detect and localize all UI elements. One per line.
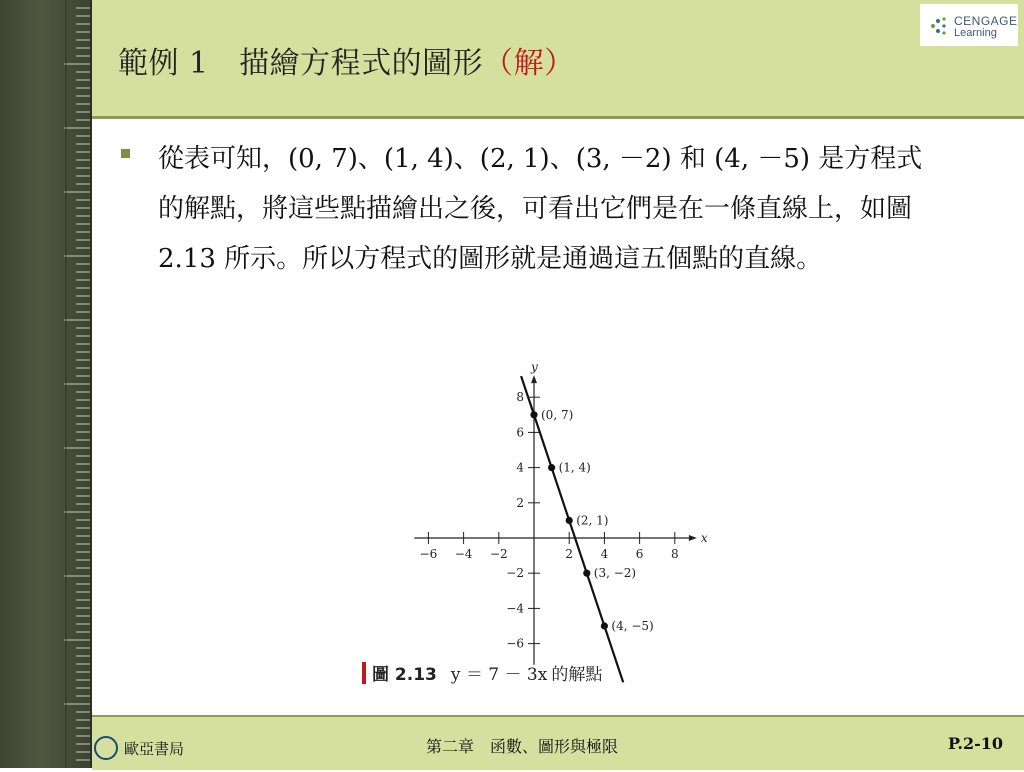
ruler-ticks	[0, 0, 90, 768]
data-point-label: (1, 4)	[558, 460, 591, 475]
x-tick-label: 6	[635, 547, 644, 561]
y-tick-label: 6	[516, 425, 524, 440]
x-tick-label: 8	[670, 547, 679, 561]
chapter-title: 第二章 函數、圖形與極限	[426, 737, 619, 756]
data-point-label: (4, −5)	[611, 619, 654, 633]
x-tick-label: 2	[565, 547, 574, 561]
logo-line1: CENGAGE	[954, 14, 1018, 28]
caption-bar	[362, 662, 366, 684]
solution-points-chart	[366, 328, 706, 688]
x-axis-arrow	[689, 535, 697, 541]
data-point-label: (0, 7)	[541, 407, 574, 422]
y-tick-label: 4	[516, 460, 524, 475]
caption-tail: 的解點	[551, 665, 603, 685]
y-tick-label: 2	[516, 495, 524, 510]
data-point	[530, 411, 537, 418]
slide-title	[118, 38, 575, 82]
x-tick-label: −6	[419, 547, 438, 561]
y-tick-label: −4	[506, 601, 524, 616]
x-tick-label: 4	[600, 547, 609, 561]
cengage-logo	[920, 4, 1018, 46]
title-solution: （解）	[483, 46, 575, 81]
left-ruler-decoration	[0, 0, 92, 768]
x-tick-label: −4	[454, 547, 473, 561]
x-axis-label: x	[700, 531, 708, 545]
data-point	[548, 464, 555, 471]
publisher-name: 歐亞書局	[124, 740, 185, 758]
publisher-logo-icon	[94, 736, 118, 760]
body-paragraph: 從表可知，(0, 7)、(1, 4)、(2, 1)、(3, －2) 和 (4, －5) 是方程式的解點，將這些點描繪出之後，可看出它們是在一條直線上，如圖 2.13 所示。所以方程式的圖形就是通過這五個點的直線。	[158, 144, 923, 274]
y-tick-label: −2	[506, 566, 524, 581]
y-axis-arrow	[531, 375, 537, 383]
page-number: P.2-10	[948, 734, 1003, 753]
data-point	[566, 517, 573, 524]
data-point-label: (2, 1)	[576, 513, 609, 528]
y-axis-label: y	[531, 360, 538, 375]
solution-line	[521, 376, 623, 682]
y-tick-label: 8	[516, 390, 524, 405]
title-text: 範例 1 描繪方程式的圖形	[118, 46, 484, 81]
caption-equation: y ＝ 7 － 3x	[450, 665, 548, 685]
figure-caption	[362, 660, 602, 688]
bullet-marker	[121, 149, 130, 158]
cengage-dots-icon	[929, 15, 951, 37]
data-point-label: (3, −2)	[593, 566, 637, 581]
caption-label: 圖 2.13	[372, 665, 437, 685]
logo-line2: Learning	[954, 27, 997, 39]
data-point	[601, 622, 608, 629]
x-tick-label: −2	[489, 547, 508, 561]
data-point	[583, 570, 590, 577]
y-tick-label: −6	[506, 636, 524, 651]
